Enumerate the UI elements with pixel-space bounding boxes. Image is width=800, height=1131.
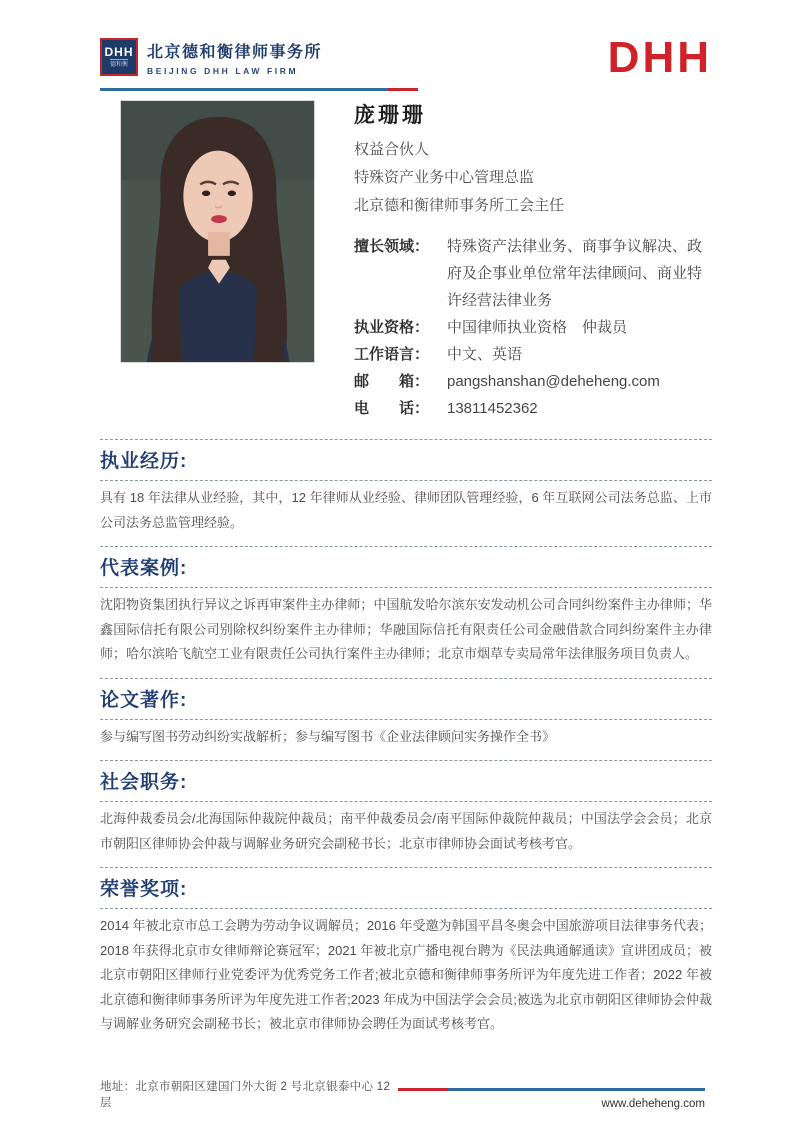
section-body: 沈阳物资集团执行异议之诉再审案件主办律师；中国航发哈尔滨东安发动机公司合同纠纷案件主办律师；华鑫国际信托有限公司别除权纠纷案件主办律师；华融国际信托有限责任公司金融借款合同纠纷案件主办律师；哈尔滨哈飞航空工业有限责任公司执行案件主办律师；北京市烟草专卖局常年法律服务项目负责人。 [100, 597, 712, 661]
footer-divider-red [398, 1088, 448, 1091]
detail-label: 工作语言： [354, 346, 430, 363]
email-value: pangshanshan@deheheng.com [447, 373, 660, 390]
logo-subtext: 德和衡 [110, 59, 128, 69]
section-body: 参与编写图书劳动纠纷实战解析；参与编写图书《企业法律顾问实务操作全书》 [100, 728, 556, 744]
profile-sections [100, 439, 712, 1037]
detail-label: 执业资格： [354, 319, 430, 336]
footer-website: www.deheheng.com [601, 1098, 705, 1110]
phone-value: 13811452362 [447, 400, 538, 417]
lawyer-titles [354, 136, 712, 220]
section-honors-awards [100, 867, 712, 1037]
detail-value: 中国律师执业资格 仲裁员 [447, 319, 628, 336]
profile-block [100, 100, 712, 422]
profile-info [354, 100, 712, 422]
firm-name-cn: 北京德和衡律师事务所 [147, 43, 323, 61]
firm-name-en: BEIJING DHH LAW FIRM [147, 65, 299, 76]
header [100, 0, 712, 80]
lawyer-name: 庞珊珊 [354, 104, 426, 127]
header-divider-blue [100, 88, 388, 91]
section-title: 执业经历: [100, 439, 712, 481]
header-divider-red [388, 88, 418, 91]
lawyer-title-partner: 权益合伙人 [354, 141, 430, 158]
profile-photo [120, 100, 315, 363]
detail-row-email [354, 368, 712, 395]
logo-acronym: DHH [104, 45, 134, 59]
detail-value: 中文、英语 [447, 346, 523, 363]
footer [100, 1078, 705, 1110]
detail-row-phone [354, 395, 712, 422]
firm-logo-icon [100, 38, 138, 76]
profile-details [354, 233, 712, 422]
detail-label: 邮 箱： [354, 373, 430, 390]
section-title: 荣誉奖项: [100, 867, 712, 909]
section-representative-cases [100, 546, 712, 667]
lawyer-title-director: 特殊资产业务中心管理总监 [354, 169, 535, 186]
section-title: 社会职务: [100, 760, 712, 802]
detail-row-qualification [354, 314, 712, 341]
detail-row-languages [354, 341, 712, 368]
section-social-positions [100, 760, 712, 856]
section-body: 北海仲裁委员会/北海国际仲裁院仲裁员；南平仲裁委员会/南平国际仲裁院仲裁员；中国法学会会员；北京市朝阳区律师协会仲裁与调解业务研究会副秘书长；北京市律师协会面试考核考官。 [100, 811, 712, 851]
detail-label: 电 话： [354, 400, 430, 417]
dhh-brand-logo: DHH [607, 33, 712, 82]
header-divider [100, 88, 418, 91]
detail-value: 特殊资产法律业务、商事争议解决、政府及企事业单位常年法律顾问、商业特许经营法律业务 [447, 238, 703, 309]
lawyer-title-union-chair: 北京德和衡律师事务所工会主任 [354, 197, 565, 214]
footer-address: 地址：北京市朝阳区建国门外大街 2 号北京银泰中心 12 层 [100, 1081, 391, 1109]
section-title: 论文著作: [100, 678, 712, 720]
footer-divider-blue [448, 1088, 705, 1091]
footer-divider [398, 1088, 705, 1091]
section-body: 2014 年被北京市总工会聘为劳动争议调解员；2016 年受邀为韩国平昌冬奥会中国旅游项目法律事务代表；2018 年获得北京市女律师辩论赛冠军；2021 年被北京广播电视台聘为《民法典通解通读》宣讲团成员；被北京市朝阳区律师行业党委评为优秀党务工作者;被北京德和衡律师事务所评为年度先进工作者；2022 年被北京德和衡律师事务所评为年度先进工作者;2023 年成为中国法学会会员;被选为北京市朝阳区律师协会仲裁与调解业务研究会副秘书长；被北京市律师协会聘任为面试考核考官。 [100, 918, 712, 1031]
section-title: 代表案例: [100, 546, 712, 588]
detail-label: 擅长领域： [354, 238, 430, 255]
detail-row-expertise [354, 233, 712, 314]
firm-logo [100, 38, 322, 76]
section-body: 具有 18 年法律从业经验，其中，12 年律师从业经验、律师团队管理经验，6 年互联网公司法务总监、上市公司法务总监管理经验。 [100, 490, 712, 530]
section-practice-experience [100, 439, 712, 535]
section-publications [100, 678, 712, 750]
firm-names [147, 39, 322, 76]
footer-right [398, 1088, 705, 1110]
